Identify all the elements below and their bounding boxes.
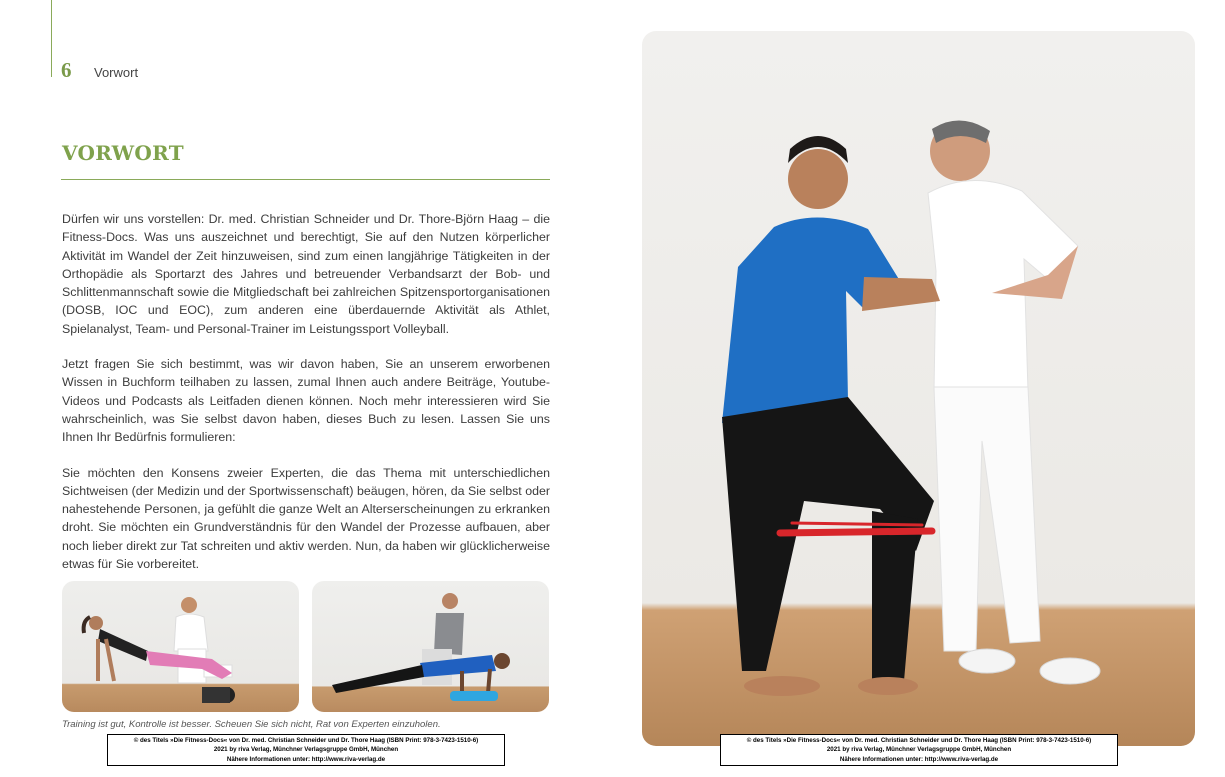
- paragraph-offer: Sie möchten den Konsens zweier Experten, die das Thema mit unterschiedlichen Sichtweisen (der Medizin und der Sportwissenschaft) beäugen, hören, da Sie selbst oder nahestehende Personen, ja gefühlt die ganze Welt an Alterserscheinungen zu erkranken droht. Sie möchten ein Grundverständnis für den Wandel der Prozesse aufbauen, aber noch lieber direkt zur Tat schreiten und aktiv werden. Nun, da haben wir glücklicherweise etwas für Sie vorbereitet.: [62, 465, 550, 572]
- credit-line-title: © des Titels »Die Fitness-Docs« von Dr. med. Christian Schneider und Dr. Thore Haag (ISBN Print: 978-3-7423-1510-6): [133, 737, 479, 744]
- credit-line-url: Nähere Informationen unter: http://www.riva-verlag.de: [839, 755, 999, 763]
- credit-line-url: Nähere Informationen unter: http://www.riva-verlag.de: [226, 755, 386, 763]
- copyright-box-right: [720, 734, 1118, 766]
- paragraph-question: Jetzt fragen Sie sich bestimmt, was wir davon haben, Sie an unserem erworbenen Wissen in Buchform teilhaben zu lassen, zumal Ihnen auch andere Beiträge, Youtube-Videos und Podcasts als Leitfaden dienen können. Noch mehr interessieren wird Sie wahrscheinlich, was Sie selbst davon haben, dieses Buch zu lesen. Lassen Sie uns Ihnen Ihr Bedürfnis formulieren:: [62, 357, 550, 445]
- photo-squat-band-exercise: [642, 31, 1195, 746]
- chapter-title: VORWORT: [62, 141, 184, 165]
- credit-line-publisher: 2021 by riva Verlag, Münchner Verlagsgruppe GmbH, München: [826, 746, 1012, 754]
- paragraph-intro: Dürfen wir uns vorstellen: Dr. med. Christian Schneider und Dr. Thore-Björn Haag – die Fitness-Docs. Was uns auszeichnet und berechtigt, Sie auf den Nutzen körperlicher Aktivität im Wandel der Zeit hinzuweisen, sind zum einen langjährige Tätigkeiten in der Orthopädie als Sportarzt des Jahres und betreuender Verbandsarzt der Bob- und Schlittenmannschaft sowie die Mitgliedschaft bei zahlreichen Spitzensportorganisationen (DOSB, IOC und EOC), zum anderen eine überdauernde Aktivität als Athlet, Spielanalyst, Team- und Personal-Trainer im Leistungssport Volleyball.: [62, 212, 550, 336]
- body-text: [62, 210, 550, 590]
- running-head: Vorwort: [94, 65, 139, 80]
- title-divider: [61, 179, 550, 180]
- credit-line-publisher: 2021 by riva Verlag, Münchner Verlagsgruppe GmbH, München: [213, 746, 399, 754]
- header-rule: [51, 0, 52, 77]
- photo-caption: Training ist gut, Kontrolle ist besser. Scheuen Sie sich nicht, Rat von Experten einzuholen.: [62, 719, 441, 730]
- photo-plank-exercise: [312, 581, 549, 712]
- copyright-box-left: [107, 734, 505, 766]
- credit-line-title: © des Titels »Die Fitness-Docs« von Dr. med. Christian Schneider und Dr. Thore Haag (ISBN Print: 978-3-7423-1510-6): [746, 737, 1092, 744]
- page-number: 6: [61, 58, 72, 82]
- photo-foam-roller-exercise: [62, 581, 299, 712]
